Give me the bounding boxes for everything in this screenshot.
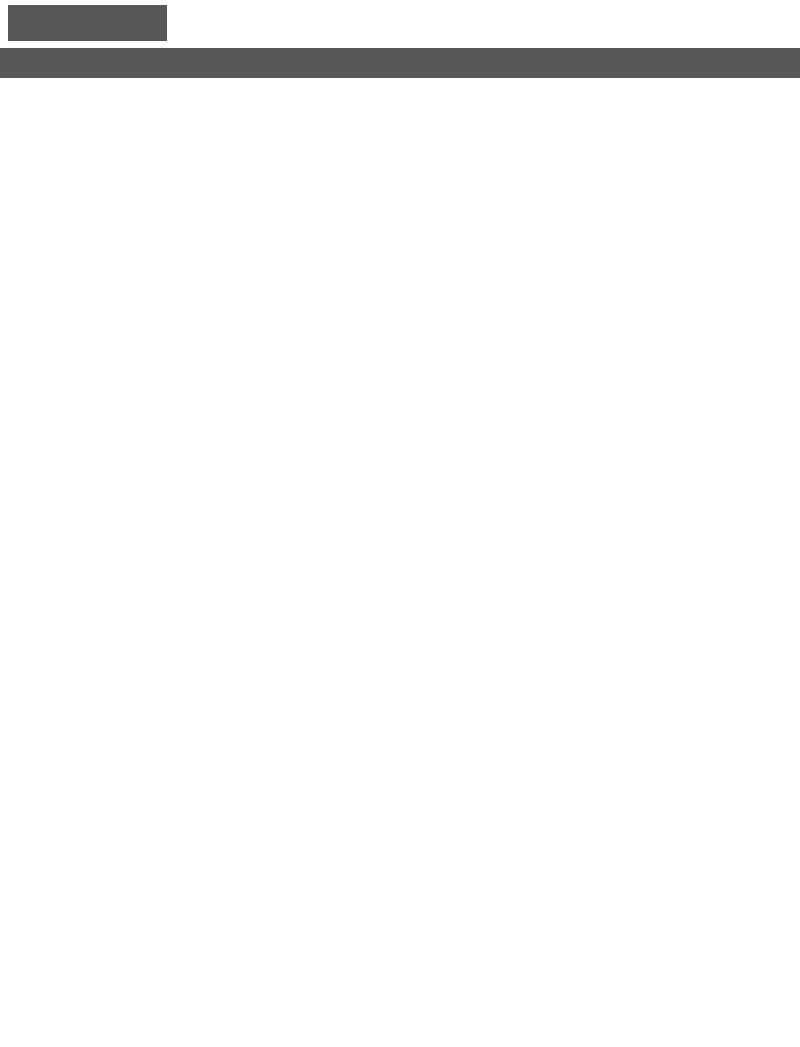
datasheet-page [0,0,800,85]
certifications-bar [0,48,800,78]
footnotes [8,78,792,85]
page-title [8,5,167,41]
model-header-row [8,5,792,41]
